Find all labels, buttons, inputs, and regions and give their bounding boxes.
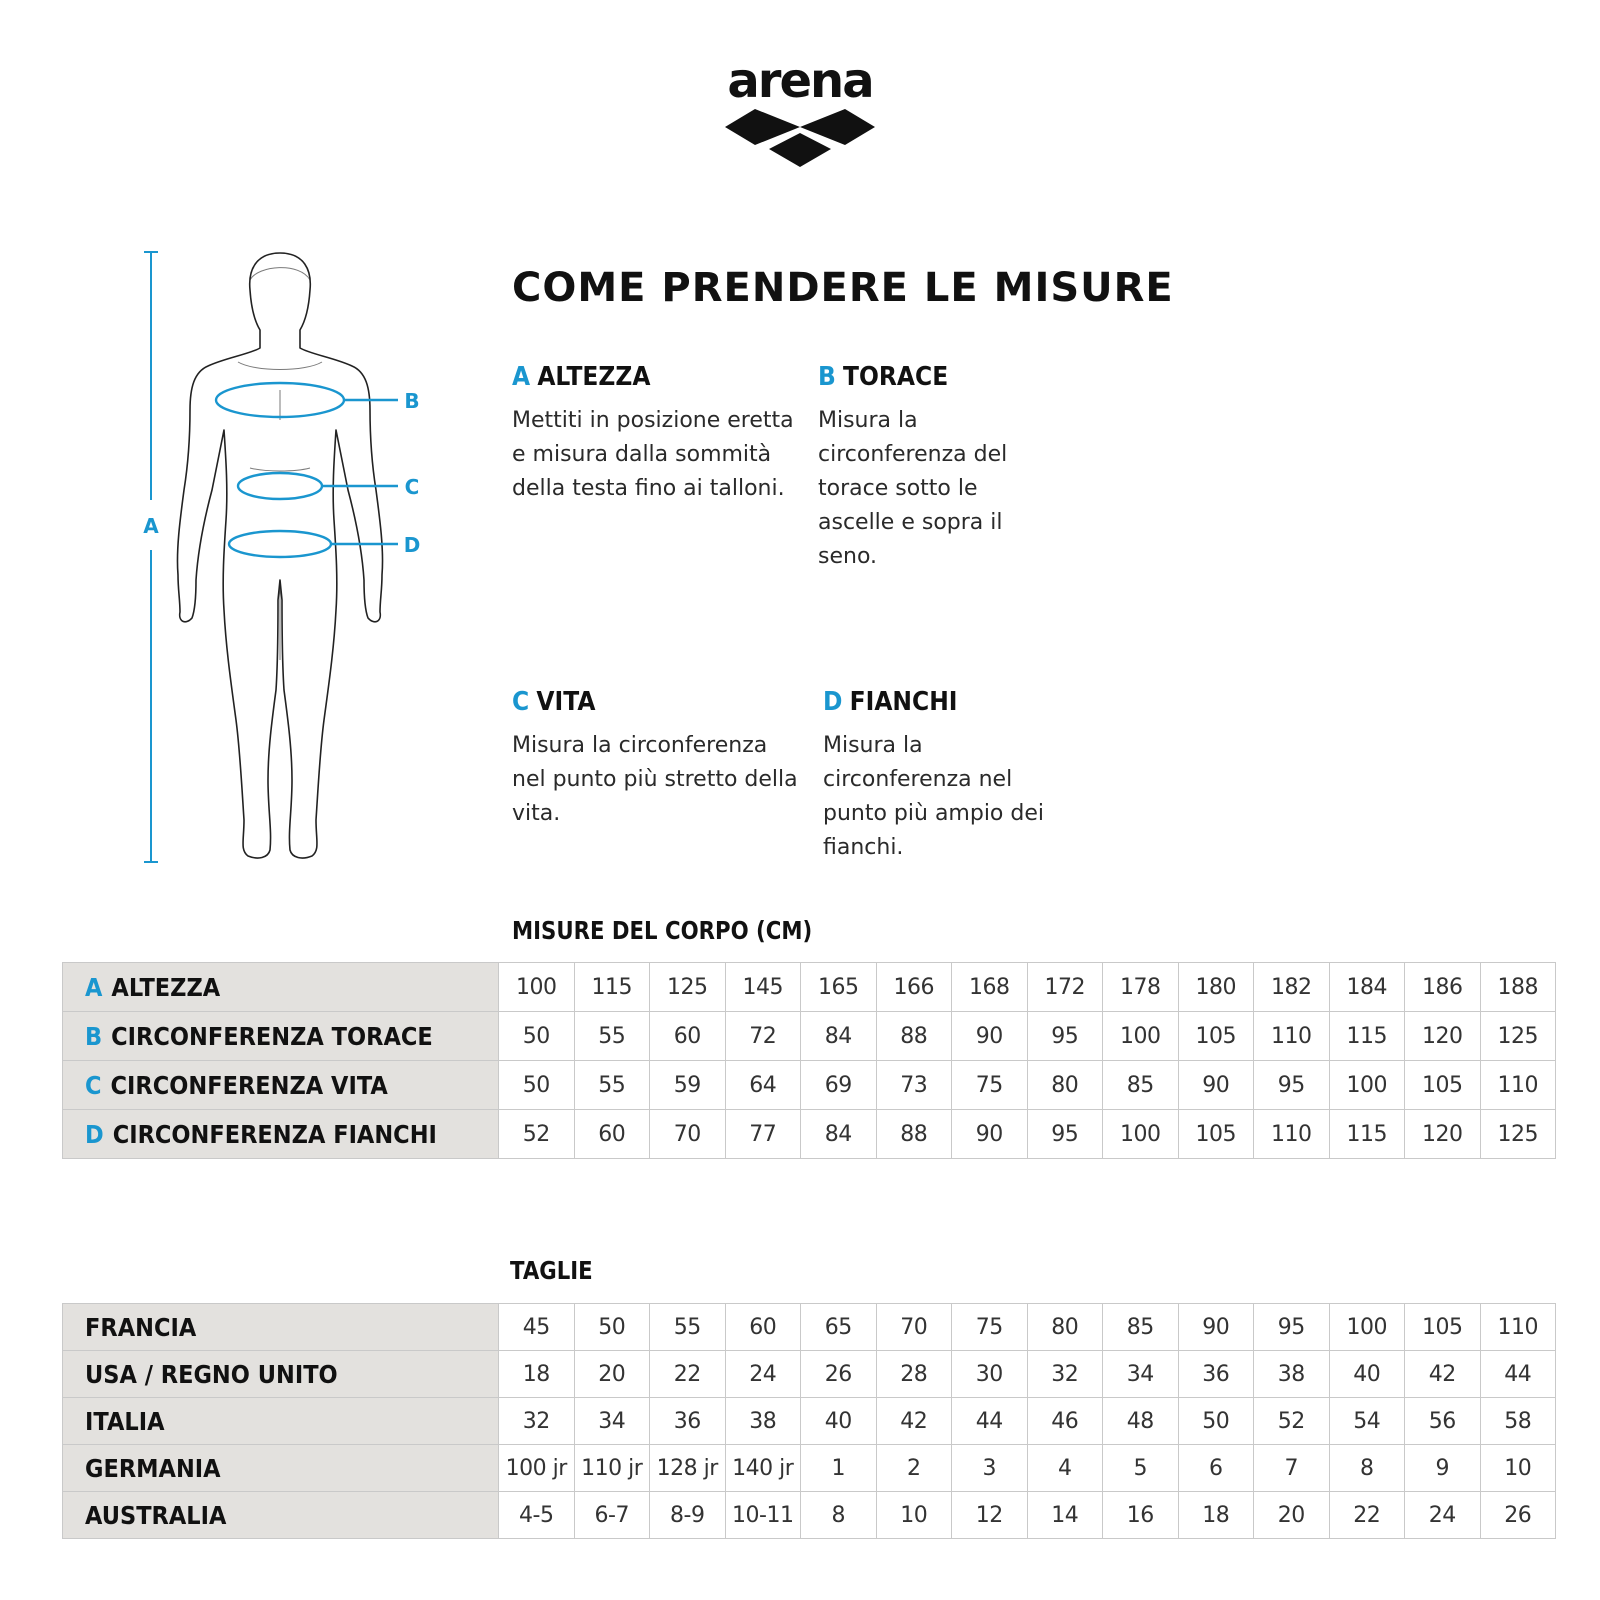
- table-cell: 100: [1329, 1304, 1405, 1351]
- figure-label-d: D: [403, 533, 421, 557]
- table-cell: 40: [1329, 1351, 1405, 1398]
- body-figure-illustration: [140, 250, 440, 870]
- table-cell: 50: [499, 1061, 575, 1110]
- sizes-title: TAGLIE: [510, 1256, 593, 1285]
- table-cell: 20: [574, 1351, 650, 1398]
- table-cell: 120: [1405, 1110, 1481, 1159]
- table-cell: 105: [1405, 1304, 1481, 1351]
- table-cell: 28: [876, 1351, 952, 1398]
- table-cell: 110: [1480, 1304, 1556, 1351]
- table-cell: 3: [952, 1445, 1028, 1492]
- row-label: CIRCONFERENZA VITA: [110, 1070, 388, 1100]
- table-cell: 90: [1178, 1304, 1254, 1351]
- row-label-cell: [63, 963, 499, 1012]
- table-cell: 186: [1405, 963, 1481, 1012]
- row-letter: C: [85, 1070, 102, 1100]
- table-cell: 95: [1027, 1012, 1103, 1061]
- table-cell: 12: [952, 1492, 1028, 1539]
- guide-item-height: [512, 362, 802, 506]
- table-cell: 7: [1254, 1445, 1330, 1492]
- table-cell: 16: [1103, 1492, 1179, 1539]
- table-cell: 84: [801, 1012, 877, 1061]
- guide-item-heading: [512, 362, 773, 392]
- table-cell: 73: [876, 1061, 952, 1110]
- table-cell: 77: [725, 1110, 801, 1159]
- table-cell: 22: [1329, 1492, 1405, 1539]
- table-cell: 5: [1103, 1445, 1179, 1492]
- table-cell: 48: [1103, 1398, 1179, 1445]
- table-cell: 125: [1480, 1110, 1556, 1159]
- table-cell: 110: [1480, 1061, 1556, 1110]
- table-cell: 55: [650, 1304, 726, 1351]
- table-cell: 145: [725, 963, 801, 1012]
- guide-item-title: VITA: [536, 687, 596, 717]
- guide-item-text: Misura la circonferenza del torace sotto le ascelle e sopra il seno.: [818, 408, 1008, 569]
- height-dimension-line: [144, 252, 158, 862]
- table-row: [63, 1492, 1556, 1539]
- table-cell: 60: [650, 1012, 726, 1061]
- row-label: AUSTRALIA: [85, 1500, 227, 1530]
- table-cell: 46: [1027, 1398, 1103, 1445]
- table-cell: 125: [650, 963, 726, 1012]
- table-cell: 10: [876, 1492, 952, 1539]
- table-cell: 44: [1480, 1351, 1556, 1398]
- table-cell: 59: [650, 1061, 726, 1110]
- table-cell: 40: [801, 1398, 877, 1445]
- row-label: CIRCONFERENZA TORACE: [111, 1021, 433, 1051]
- brand-wordmark: arena: [727, 53, 873, 109]
- table-cell: 90: [952, 1110, 1028, 1159]
- row-label-cell: [63, 1492, 499, 1539]
- table-cell: 55: [574, 1061, 650, 1110]
- row-label-cell: [63, 1398, 499, 1445]
- table-cell: 80: [1027, 1304, 1103, 1351]
- table-cell: 125: [1480, 1012, 1556, 1061]
- guide-item-letter: B: [818, 362, 836, 392]
- table-cell: 110: [1254, 1110, 1330, 1159]
- guide-item-text: Misura la circonferenza nel punto più stretto della vita.: [512, 733, 798, 826]
- table-cell: 45: [499, 1304, 575, 1351]
- table-cell: 36: [650, 1398, 726, 1445]
- table-cell: 1: [801, 1445, 877, 1492]
- page-title: COME PRENDERE LE MISURE: [512, 265, 1174, 311]
- row-label: GERMANIA: [85, 1453, 221, 1483]
- table-cell: 50: [499, 1012, 575, 1061]
- table-cell: 60: [725, 1304, 801, 1351]
- table-cell: 8: [1329, 1445, 1405, 1492]
- table-cell: 6: [1178, 1445, 1254, 1492]
- table-row: [63, 1445, 1556, 1492]
- table-cell: 100: [499, 963, 575, 1012]
- table-cell: 32: [1027, 1351, 1103, 1398]
- row-letter: B: [85, 1021, 103, 1051]
- row-label: ITALIA: [85, 1406, 165, 1436]
- table-cell: 110 jr: [574, 1445, 650, 1492]
- diamond-logo-icon: [725, 105, 875, 170]
- human-outline: [177, 253, 382, 858]
- table-cell: 180: [1178, 963, 1254, 1012]
- guide-item-title: FIANCHI: [849, 687, 958, 717]
- table-cell: 42: [876, 1398, 952, 1445]
- table-cell: 166: [876, 963, 952, 1012]
- row-label-cell: [63, 1351, 499, 1398]
- table-cell: 20: [1254, 1492, 1330, 1539]
- table-row: [63, 1012, 1556, 1061]
- table-cell: 32: [499, 1398, 575, 1445]
- table-cell: 105: [1178, 1110, 1254, 1159]
- row-label-cell: [63, 1110, 499, 1159]
- body-measurements-table: [62, 962, 1556, 1159]
- guide-item-title: ALTEZZA: [537, 362, 651, 392]
- arena-logo: [725, 55, 875, 170]
- table-cell: 140 jr: [725, 1445, 801, 1492]
- figure-label-b: B: [404, 389, 420, 413]
- table-cell: 84: [801, 1110, 877, 1159]
- table-cell: 4-5: [499, 1492, 575, 1539]
- table-cell: 24: [1405, 1492, 1481, 1539]
- table-cell: 88: [876, 1012, 952, 1061]
- table-cell: 24: [725, 1351, 801, 1398]
- sizes-table: [62, 1303, 1556, 1539]
- table-cell: 8-9: [650, 1492, 726, 1539]
- table-cell: 54: [1329, 1398, 1405, 1445]
- row-label: CIRCONFERENZA FIANCHI: [112, 1119, 437, 1149]
- table-cell: 70: [650, 1110, 726, 1159]
- table-cell: 75: [952, 1304, 1028, 1351]
- table-cell: 36: [1178, 1351, 1254, 1398]
- table-cell: 22: [650, 1351, 726, 1398]
- table-cell: 110: [1254, 1012, 1330, 1061]
- table-row: [63, 1061, 1556, 1110]
- table-cell: 18: [499, 1351, 575, 1398]
- table-cell: 70: [876, 1304, 952, 1351]
- table-cell: 14: [1027, 1492, 1103, 1539]
- table-cell: 60: [574, 1110, 650, 1159]
- guide-item-heading: [512, 687, 773, 717]
- row-label-cell: [63, 1304, 499, 1351]
- table-cell: 105: [1405, 1061, 1481, 1110]
- table-cell: 85: [1103, 1304, 1179, 1351]
- guide-item-chest: [818, 362, 1038, 574]
- table-cell: 188: [1480, 963, 1556, 1012]
- table-cell: 56: [1405, 1398, 1481, 1445]
- figure-label-c: C: [404, 475, 420, 499]
- table-cell: 172: [1027, 963, 1103, 1012]
- guide-item-text: Misura la circonferenza nel punto più ampio dei fianchi.: [823, 733, 1044, 860]
- table-cell: 42: [1405, 1351, 1481, 1398]
- table-row: [63, 1398, 1556, 1445]
- table-cell: 65: [801, 1304, 877, 1351]
- table-cell: 115: [1329, 1110, 1405, 1159]
- row-label: ALTEZZA: [111, 972, 221, 1002]
- table-cell: 168: [952, 963, 1028, 1012]
- table-cell: 100: [1103, 1012, 1179, 1061]
- row-label-cell: [63, 1445, 499, 1492]
- table-cell: 184: [1329, 963, 1405, 1012]
- table-cell: 95: [1027, 1110, 1103, 1159]
- table-cell: 10-11: [725, 1492, 801, 1539]
- guide-item-heading: [818, 362, 1016, 392]
- table-cell: 6-7: [574, 1492, 650, 1539]
- table-cell: 95: [1254, 1061, 1330, 1110]
- body-measurements-title: MISURE DEL CORPO (CM): [512, 916, 813, 945]
- table-row: [63, 1351, 1556, 1398]
- row-label: USA / REGNO UNITO: [85, 1359, 338, 1389]
- table-cell: 52: [1254, 1398, 1330, 1445]
- table-cell: 72: [725, 1012, 801, 1061]
- row-letter: D: [85, 1119, 104, 1149]
- table-cell: 34: [574, 1398, 650, 1445]
- guide-item-letter: A: [512, 362, 531, 392]
- table-cell: 18: [1178, 1492, 1254, 1539]
- table-row: [63, 1304, 1556, 1351]
- row-letter: A: [85, 972, 103, 1002]
- table-cell: 182: [1254, 963, 1330, 1012]
- table-cell: 88: [876, 1110, 952, 1159]
- table-cell: 165: [801, 963, 877, 1012]
- table-cell: 44: [952, 1398, 1028, 1445]
- table-cell: 95: [1254, 1304, 1330, 1351]
- row-label-cell: [63, 1012, 499, 1061]
- table-cell: 85: [1103, 1061, 1179, 1110]
- table-cell: 2: [876, 1445, 952, 1492]
- table-cell: 58: [1480, 1398, 1556, 1445]
- table-cell: 38: [725, 1398, 801, 1445]
- row-label: FRANCIA: [85, 1312, 197, 1342]
- table-cell: 100 jr: [499, 1445, 575, 1492]
- table-cell: 100: [1103, 1110, 1179, 1159]
- table-cell: 26: [1480, 1492, 1556, 1539]
- table-cell: 30: [952, 1351, 1028, 1398]
- table-cell: 178: [1103, 963, 1179, 1012]
- table-cell: 115: [1329, 1012, 1405, 1061]
- guide-item-waist: [512, 687, 802, 831]
- guide-item-hips: [823, 687, 1063, 865]
- table-cell: 26: [801, 1351, 877, 1398]
- figure-label-a: A: [143, 514, 159, 538]
- table-cell: 38: [1254, 1351, 1330, 1398]
- table-cell: 34: [1103, 1351, 1179, 1398]
- table-cell: 115: [574, 963, 650, 1012]
- table-cell: 90: [1178, 1061, 1254, 1110]
- table-cell: 90: [952, 1012, 1028, 1061]
- guide-item-heading: [823, 687, 1039, 717]
- table-cell: 75: [952, 1061, 1028, 1110]
- guide-item-letter: D: [823, 687, 843, 717]
- table-cell: 120: [1405, 1012, 1481, 1061]
- guide-item-title: TORACE: [843, 362, 949, 392]
- table-cell: 69: [801, 1061, 877, 1110]
- table-cell: 52: [499, 1110, 575, 1159]
- table-cell: 55: [574, 1012, 650, 1061]
- table-row: [63, 1110, 1556, 1159]
- table-cell: 50: [1178, 1398, 1254, 1445]
- table-cell: 4: [1027, 1445, 1103, 1492]
- table-cell: 9: [1405, 1445, 1481, 1492]
- table-cell: 8: [801, 1492, 877, 1539]
- table-cell: 105: [1178, 1012, 1254, 1061]
- row-label-cell: [63, 1061, 499, 1110]
- guide-item-text: Mettiti in posizione eretta e misura dalla sommità della testa fino ai talloni.: [512, 408, 794, 501]
- table-cell: 10: [1480, 1445, 1556, 1492]
- guide-item-letter: C: [512, 687, 530, 717]
- table-cell: 50: [574, 1304, 650, 1351]
- table-cell: 100: [1329, 1061, 1405, 1110]
- table-cell: 128 jr: [650, 1445, 726, 1492]
- table-cell: 80: [1027, 1061, 1103, 1110]
- table-row: [63, 963, 1556, 1012]
- table-cell: 64: [725, 1061, 801, 1110]
